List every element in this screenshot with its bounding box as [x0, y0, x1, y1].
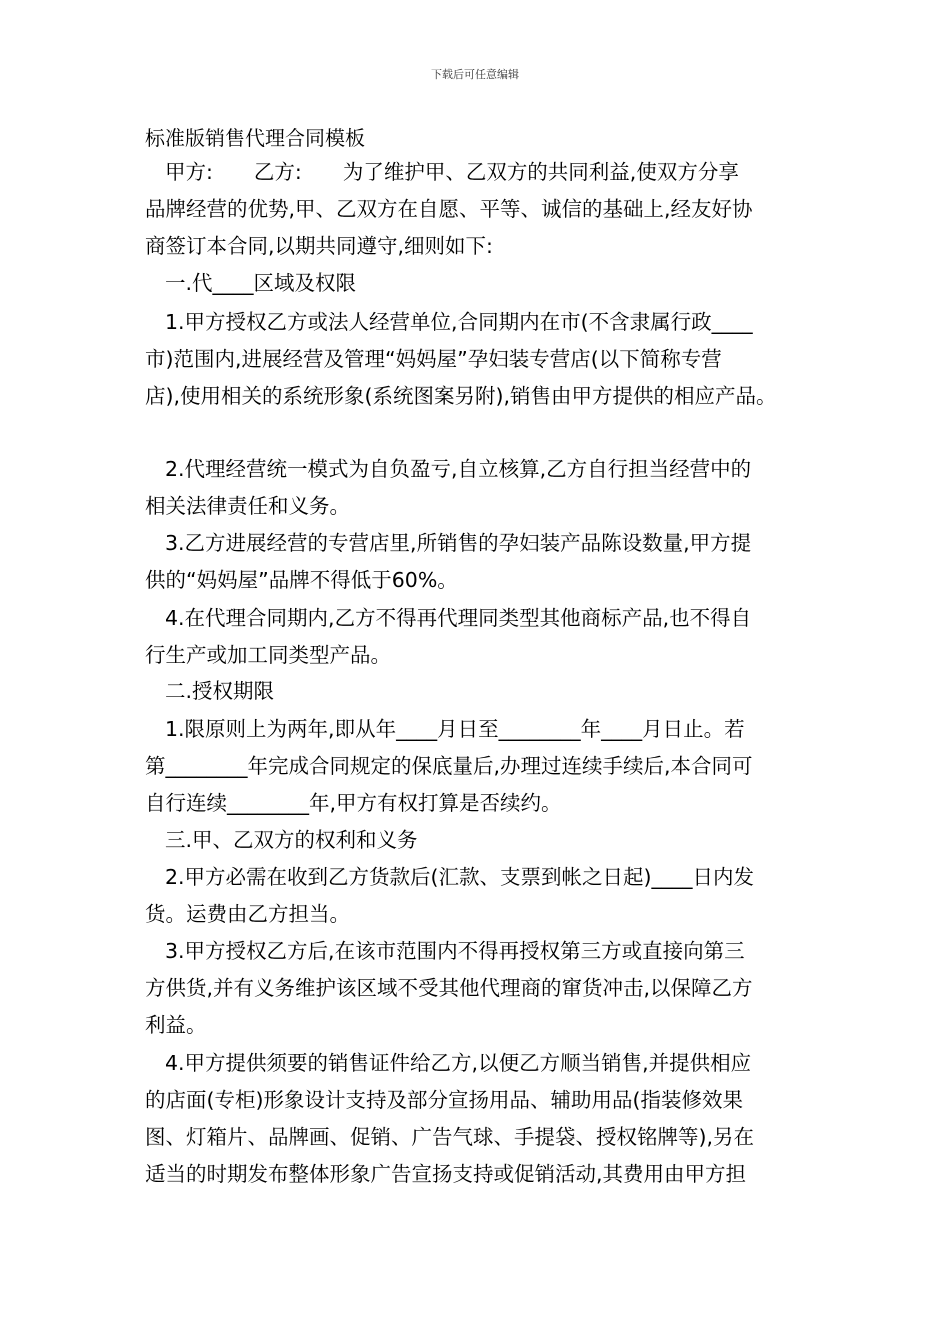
text-line: 市)范围内,进展经营及管理“妈妈屋”孕妇装专营店(以下简称专营	[145, 347, 722, 371]
section-heading: 一.代____区域及权限	[165, 271, 357, 295]
document-title: 标准版销售代理合同模板	[145, 126, 365, 150]
text-line: 品牌经营的优势,甲、乙双方在自愿、平等、诚信的基础上,经友好协	[145, 197, 753, 221]
text-line: 1.甲方授权乙方或法人经营单位,合同期内在市(不含隶属行政____	[165, 310, 753, 334]
text-line: 供的“妈妈屋”品牌不得低于60%。	[145, 568, 458, 592]
page-header: 下载后可任意编辑	[431, 68, 519, 81]
text-line: 店),使用相关的系统形象(系统图案另附),销售由甲方提供的相应产品。	[145, 384, 777, 408]
text-line: 2.甲方必需在收到乙方货款后(汇款、支票到帐之日起)____日内发	[165, 865, 755, 889]
text-line: 3.甲方授权乙方后,在该市范围内不得再授权第三方或直接向第三	[165, 939, 745, 963]
text-line: 第________年完成合同规定的保底量后,办理过连续手续后,本合同可	[145, 754, 753, 778]
text-line: 利益。	[145, 1013, 207, 1037]
text-line: 1.限原则上为两年,即从年____月日至________年____月日止。若	[165, 717, 745, 741]
text-line: 方供货,并有义务维护该区域不受其他代理商的窜货冲击,以保障乙方	[145, 976, 753, 1000]
text-line: 3.乙方进展经营的专营店里,所销售的孕妇装产品陈设数量,甲方提	[165, 531, 752, 555]
text-line: 行生产或加工同类型产品。	[145, 643, 391, 667]
text-line: 货。运费由乙方担当。	[145, 902, 350, 926]
section-heading: 二.授权期限	[165, 679, 275, 703]
text-line: 相关法律责任和义务。	[145, 494, 350, 518]
text-line: 甲方: 乙方: 为了维护甲、乙双方的共同利益,使双方分享	[165, 160, 739, 184]
text-line: 商签订本合同,以期共同遵守,细则如下:	[145, 234, 493, 258]
text-line: 2.代理经营统一模式为自负盈亏,自立核算,乙方自行担当经营中的	[165, 457, 752, 481]
text-line: 4.甲方提供须要的销售证件给乙方,以便乙方顺当销售,并提供相应	[165, 1051, 752, 1075]
section-heading: 三.甲、乙双方的权利和义务	[165, 828, 418, 852]
text-line: 自行连续________年,甲方有权打算是否续约。	[145, 791, 562, 815]
text-line: 的店面(专柜)形象设计支持及部分宣扬用品、辅助用品(指装修效果	[145, 1088, 743, 1112]
text-line: 适当的时期发布整体形象广告宣扬支持或促销活动,其费用由甲方担	[145, 1162, 747, 1186]
text-line: 4.在代理合同期内,乙方不得再代理同类型其他商标产品,也不得自	[165, 606, 752, 630]
text-line: 图、灯箱片、品牌画、促销、广告气球、手提袋、授权铭牌等),另在	[145, 1125, 755, 1149]
